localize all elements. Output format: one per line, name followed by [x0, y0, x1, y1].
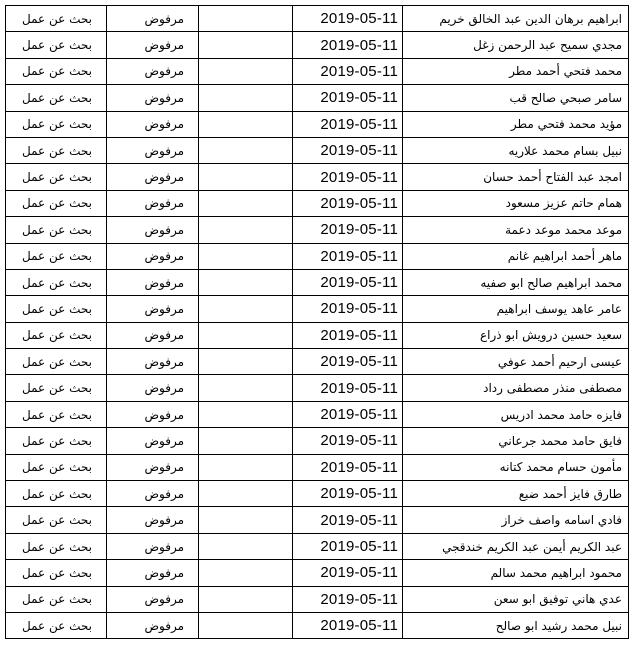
- table-row: [6, 349, 629, 375]
- name-cell: فايق حامد محمد جرعاني: [403, 428, 629, 454]
- reason-cell: بحث عن عمل: [6, 164, 107, 190]
- status-cell: مرفوض: [107, 454, 199, 480]
- table-row: [6, 243, 629, 269]
- status-cell: مرفوض: [107, 217, 199, 243]
- empty-cell: [199, 137, 293, 163]
- status-cell: مرفوض: [107, 269, 199, 295]
- date-cell: 2019-05-11: [293, 481, 403, 507]
- empty-cell: [199, 586, 293, 612]
- name-cell: فايزه حامد محمد ادريس: [403, 401, 629, 427]
- name-cell: ماهر أحمد ابراهيم غانم: [403, 243, 629, 269]
- table-row: [6, 111, 629, 137]
- reason-cell: بحث عن عمل: [6, 190, 107, 216]
- name-cell: عيسى ارحيم أحمد عوفي: [403, 349, 629, 375]
- table-row: [6, 164, 629, 190]
- date-cell: 2019-05-11: [293, 32, 403, 58]
- name-cell: محمود ابراهيم محمد سالم: [403, 560, 629, 586]
- reason-cell: بحث عن عمل: [6, 586, 107, 612]
- reason-cell: بحث عن عمل: [6, 454, 107, 480]
- reason-cell: بحث عن عمل: [6, 322, 107, 348]
- table-row: [6, 533, 629, 559]
- status-cell: مرفوض: [107, 401, 199, 427]
- status-cell: مرفوض: [107, 190, 199, 216]
- empty-cell: [199, 111, 293, 137]
- empty-cell: [199, 243, 293, 269]
- date-cell: 2019-05-11: [293, 560, 403, 586]
- reason-cell: بحث عن عمل: [6, 560, 107, 586]
- date-cell: 2019-05-11: [293, 454, 403, 480]
- name-cell: سامر صبحي صالح قب: [403, 85, 629, 111]
- name-cell: طارق فايز أحمد ضبع: [403, 481, 629, 507]
- name-cell: عدي هاني توفيق ابو سعن: [403, 586, 629, 612]
- table-row: [6, 269, 629, 295]
- name-cell: فادي اسامه واصف خراز: [403, 507, 629, 533]
- date-cell: 2019-05-11: [293, 6, 403, 32]
- status-cell: مرفوض: [107, 533, 199, 559]
- name-cell: ابراهيم برهان الدين عبد الخالق خريم: [403, 6, 629, 32]
- status-cell: مرفوض: [107, 322, 199, 348]
- reason-cell: بحث عن عمل: [6, 375, 107, 401]
- reason-cell: بحث عن عمل: [6, 269, 107, 295]
- table-row: [6, 454, 629, 480]
- table-row: [6, 560, 629, 586]
- name-cell: عبد الكريم أيمن عبد الكريم خندقجي: [403, 533, 629, 559]
- table-row: [6, 32, 629, 58]
- status-cell: مرفوض: [107, 560, 199, 586]
- table-body: [6, 6, 629, 639]
- reason-cell: بحث عن عمل: [6, 217, 107, 243]
- reason-cell: بحث عن عمل: [6, 349, 107, 375]
- applicants-table-container: [5, 5, 628, 639]
- name-cell: نبيل بسام محمد علاريه: [403, 137, 629, 163]
- table-row: [6, 586, 629, 612]
- empty-cell: [199, 375, 293, 401]
- empty-cell: [199, 58, 293, 84]
- status-cell: مرفوض: [107, 243, 199, 269]
- reason-cell: بحث عن عمل: [6, 137, 107, 163]
- name-cell: محمد فتحي أحمد مطر: [403, 58, 629, 84]
- table-row: [6, 217, 629, 243]
- name-cell: عامر عاهد يوسف ابراهيم: [403, 296, 629, 322]
- status-cell: مرفوض: [107, 58, 199, 84]
- date-cell: 2019-05-11: [293, 322, 403, 348]
- empty-cell: [199, 507, 293, 533]
- table-row: [6, 296, 629, 322]
- date-cell: 2019-05-11: [293, 58, 403, 84]
- empty-cell: [199, 32, 293, 58]
- table-row: [6, 58, 629, 84]
- name-cell: مؤيد محمد فتحي مطر: [403, 111, 629, 137]
- status-cell: مرفوض: [107, 6, 199, 32]
- name-cell: امجد عبد الفتاح أحمد حسان: [403, 164, 629, 190]
- reason-cell: بحث عن عمل: [6, 401, 107, 427]
- table-row: [6, 190, 629, 216]
- empty-cell: [199, 454, 293, 480]
- empty-cell: [199, 401, 293, 427]
- status-cell: مرفوض: [107, 375, 199, 401]
- status-cell: مرفوض: [107, 481, 199, 507]
- status-cell: مرفوض: [107, 428, 199, 454]
- empty-cell: [199, 533, 293, 559]
- reason-cell: بحث عن عمل: [6, 85, 107, 111]
- status-cell: مرفوض: [107, 164, 199, 190]
- status-cell: مرفوض: [107, 111, 199, 137]
- name-cell: نبيل محمد رشيد ابو صالح: [403, 612, 629, 638]
- status-cell: مرفوض: [107, 296, 199, 322]
- date-cell: 2019-05-11: [293, 111, 403, 137]
- status-cell: مرفوض: [107, 349, 199, 375]
- table-row: [6, 401, 629, 427]
- name-cell: همام حاتم عزيز مسعود: [403, 190, 629, 216]
- reason-cell: بحث عن عمل: [6, 111, 107, 137]
- empty-cell: [199, 349, 293, 375]
- date-cell: 2019-05-11: [293, 612, 403, 638]
- empty-cell: [199, 322, 293, 348]
- date-cell: 2019-05-11: [293, 217, 403, 243]
- reason-cell: بحث عن عمل: [6, 6, 107, 32]
- reason-cell: بحث عن عمل: [6, 428, 107, 454]
- date-cell: 2019-05-11: [293, 164, 403, 190]
- date-cell: 2019-05-11: [293, 428, 403, 454]
- date-cell: 2019-05-11: [293, 137, 403, 163]
- table-row: [6, 375, 629, 401]
- date-cell: 2019-05-11: [293, 269, 403, 295]
- reason-cell: بحث عن عمل: [6, 32, 107, 58]
- name-cell: محمد ابراهيم صالح ابو صفيه: [403, 269, 629, 295]
- date-cell: 2019-05-11: [293, 533, 403, 559]
- reason-cell: بحث عن عمل: [6, 296, 107, 322]
- date-cell: 2019-05-11: [293, 507, 403, 533]
- empty-cell: [199, 296, 293, 322]
- date-cell: 2019-05-11: [293, 85, 403, 111]
- empty-cell: [199, 6, 293, 32]
- date-cell: 2019-05-11: [293, 190, 403, 216]
- table-row: [6, 6, 629, 32]
- empty-cell: [199, 560, 293, 586]
- name-cell: موعد محمد موعد دعمة: [403, 217, 629, 243]
- reason-cell: بحث عن عمل: [6, 243, 107, 269]
- date-cell: 2019-05-11: [293, 296, 403, 322]
- status-cell: مرفوض: [107, 32, 199, 58]
- name-cell: مجدي سميح عبد الرحمن زغل: [403, 32, 629, 58]
- reason-cell: بحث عن عمل: [6, 481, 107, 507]
- reason-cell: بحث عن عمل: [6, 533, 107, 559]
- reason-cell: بحث عن عمل: [6, 507, 107, 533]
- status-cell: مرفوض: [107, 586, 199, 612]
- applicants-table: [5, 5, 629, 639]
- empty-cell: [199, 481, 293, 507]
- empty-cell: [199, 269, 293, 295]
- empty-cell: [199, 164, 293, 190]
- date-cell: 2019-05-11: [293, 401, 403, 427]
- empty-cell: [199, 217, 293, 243]
- table-row: [6, 428, 629, 454]
- table-row: [6, 507, 629, 533]
- table-row: [6, 612, 629, 638]
- reason-cell: بحث عن عمل: [6, 58, 107, 84]
- status-cell: مرفوض: [107, 612, 199, 638]
- date-cell: 2019-05-11: [293, 243, 403, 269]
- date-cell: 2019-05-11: [293, 586, 403, 612]
- empty-cell: [199, 428, 293, 454]
- name-cell: سعيد حسين درويش ابو ذراع: [403, 322, 629, 348]
- empty-cell: [199, 612, 293, 638]
- status-cell: مرفوض: [107, 137, 199, 163]
- name-cell: مصطفى منذر مصطفى رداد: [403, 375, 629, 401]
- table-row: [6, 322, 629, 348]
- status-cell: مرفوض: [107, 85, 199, 111]
- empty-cell: [199, 190, 293, 216]
- reason-cell: بحث عن عمل: [6, 612, 107, 638]
- date-cell: 2019-05-11: [293, 375, 403, 401]
- table-row: [6, 137, 629, 163]
- date-cell: 2019-05-11: [293, 349, 403, 375]
- status-cell: مرفوض: [107, 507, 199, 533]
- table-row: [6, 481, 629, 507]
- name-cell: مأمون حسام محمد كتانه: [403, 454, 629, 480]
- table-row: [6, 85, 629, 111]
- empty-cell: [199, 85, 293, 111]
